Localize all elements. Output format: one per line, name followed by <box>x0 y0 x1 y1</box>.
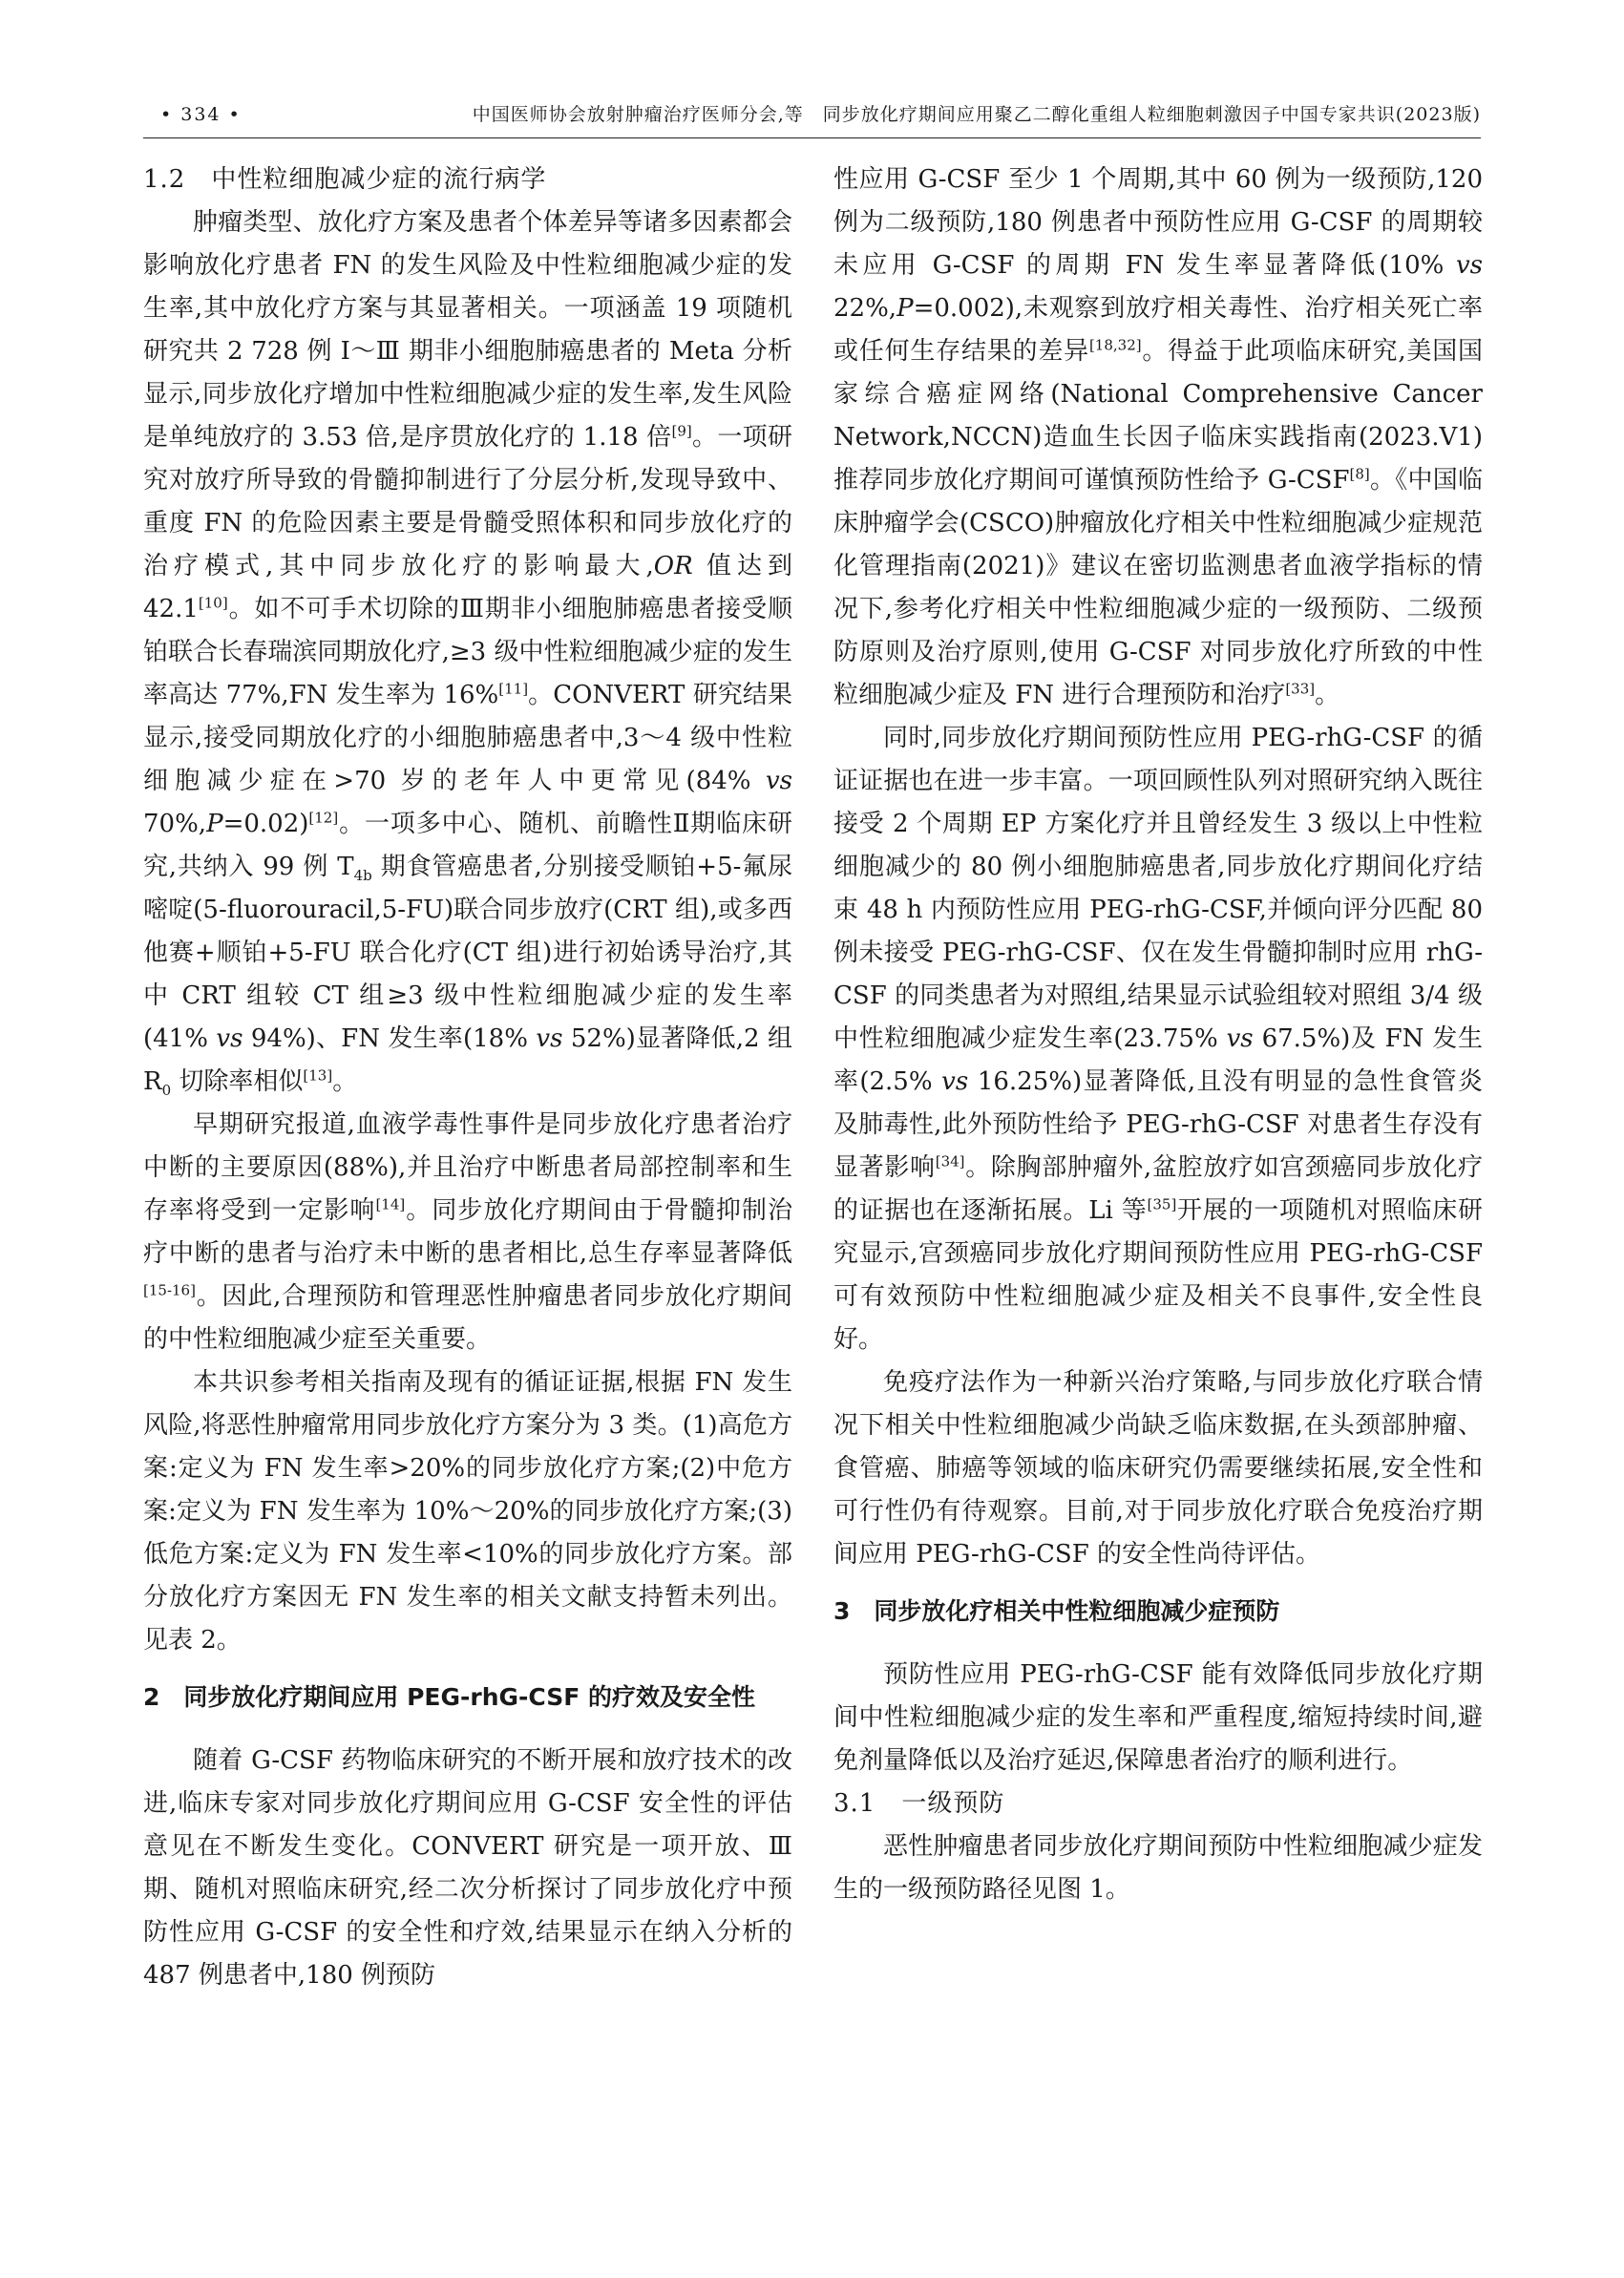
section-heading-1-2: 1.2 中性粒细胞减少症的流行病学 <box>143 165 547 194</box>
paragraph: 恶性肿瘤患者同步放化疗期间预防中性粒细胞减少症发生的一级预防路径见图 1。 <box>833 1832 1483 1904</box>
header-rule <box>143 137 1481 138</box>
right-column <box>833 158 1483 1911</box>
paragraph: 随着 G-CSF 药物临床研究的不断开展和放疗技术的改进,临床专家对同步放化疗期间应用 G-CSF 安全性的评估意见在不断发生变化。CONVERT 研究是一项开放、Ⅲ期、随机对照临床研究,经二次分析探讨了同步放化疗中预防性应用 G-CSF 的安全性和疗效,结果显示在纳入分析的 487 例患者中,180 例预防 <box>143 1746 792 1990</box>
section-heading-2: 2 同步放化疗期间应用 PEG-rhG-CSF 的疗效及安全性 <box>143 1683 756 1711</box>
page-number: • 334 • <box>160 104 242 125</box>
page-header <box>143 95 1481 134</box>
paragraph: 早期研究报道,血液学毒性事件是同步放化疗患者治疗中断的主要原因(88%),并且治疗中断患者局部控制率和生存率将受到一定影响[14]。同步放化疗期间由于骨髓抑制治疗中断的患者与治疗未中断的患者相比,总生存率显著降低[15-16]。因此,合理预防和管理恶性肿瘤患者同步放化疗期间的中性粒细胞减少症至关重要。 <box>143 1110 792 1354</box>
left-column <box>143 158 792 1997</box>
paragraph: 免疫疗法作为一种新兴治疗策略,与同步放化疗联合情况下相关中性粒细胞减少尚缺乏临床数据,在头颈部肿瘤、食管癌、肺癌等领域的临床研究仍需要继续拓展,安全性和可行性仍有待观察。目前,对于同步放化疗联合免疫治疗期间应用 PEG-rhG-CSF 的安全性尚待评估。 <box>833 1368 1483 1569</box>
paragraph: 肿瘤类型、放化疗方案及患者个体差异等诸多因素都会影响放化疗患者 FN 的发生风险及中性粒细胞减少症的发生率,其中放化疗方案与其显著相关。一项涵盖 19 项随机研究共 2 728 例 Ⅰ～Ⅲ 期非小细胞肺癌患者的 Meta 分析显示,同步放化疗增加中性粒细胞减少症的发生率,发生风险是单纯放疗的 3.53 倍,是序贯放化疗的 1.18 倍[9]。一项研究对放疗所导致的骨髓抑制进行了分层分析,发现导致中、重度 FN 的危险因素主要是骨髓受照体积和同步放化疗的治疗模式,其中同步放化疗的影响最大,OR 值达到 42.1[10]。如不可手术切除的Ⅲ期非小细胞肺癌患者接受顺铂联合长春瑞滨同期放化疗,≥3 级中性粒细胞减少症的发生率高达 77%,FN 发生率为 16%[11]。CONVERT 研究结果显示,接受同期放化疗的小细胞肺癌患者中,3～4 级中性粒细胞减少症在>70 岁的老年人中更常见(84% vs 70%,P=0.02)[12]。一项多中心、随机、前瞻性Ⅱ期临床研究,共纳入 99 例 $T_{4b}$ 期食管癌患者,分别接受顺铂+5-氟尿嘧啶(5-fluorouracil,5-FU)联合同步放疗(CRT 组),或多西他赛+顺铂+5-FU 联合化疗(CT 组)进行初始诱导治疗,其中 CRT 组较 CT 组≥3 级中性粒细胞减少症的发生率(41% vs 94%)、FN 发生率(18% vs 52%)显著降低,2 组 $R_0$ 切除率相似[13]。 <box>143 208 793 1100</box>
paragraph: 本共识参考相关指南及现有的循证证据,根据 FN 发生风险,将恶性肿瘤常用同步放化疗方案分为 3 类。(1)高危方案:定义为 FN 发生率>20%的同步放化疗方案;(2)中危方案:定义为 FN 发生率为 10%～20%的同步放化疗方案;(3)低危方案:定义为 FN 发生率<10%的同步放化疗方案。部分放化疗方案因无 FN 发生率的相关文献支持暂未列出。见表 2。 <box>143 1368 792 1655</box>
running-title: 中国医师协会放射肿瘤治疗医师分会,等 同步放化疗期间应用聚乙二醇化重组人粒细胞刺激因子中国专家共识(2023版) <box>472 104 1481 125</box>
section-heading-3-1: 3.1 一级预防 <box>833 1789 1005 1818</box>
paragraph: 预防性应用 PEG-rhG-CSF 能有效降低同步放化疗期间中性粒细胞减少症的发生率和严重程度,缩短持续时间,避免剂量降低以及治疗延迟,保障患者治疗的顺利进行。 <box>833 1660 1483 1775</box>
section-heading-3: 3 同步放化疗相关中性粒细胞减少症预防 <box>833 1597 1280 1625</box>
paragraph: 性应用 G-CSF 至少 1 个周期,其中 60 例为一级预防,120 例为二级预防,180 例患者中预防性应用 G-CSF 的周期较未应用 G-CSF 的周期 FN 发生率显著降低(10% vs 22%,P=0.002),未观察到放疗相关毒性、治疗相关死亡率或任何生存结果的差异[18,32]。得益于此项临床研究,美国国家综合癌症网络(National Comprehensive Cancer Network,NCCN)造血生长因子临床实践指南(2023.V1)推荐同步放化疗期间可谨慎预防性给予 G-CSF[8]。《中国临床肿瘤学会(CSCO)肿瘤放化疗相关中性粒细胞减少症规范化管理指南(2021)》建议在密切监测患者血液学指标的情况下,参考化疗相关中性粒细胞减少症的一级预防、二级预防原则及治疗原则,使用 G-CSF 对同步放化疗所致的中性粒细胞减少症及 FN 进行合理预防和治疗[33]。 <box>833 165 1483 709</box>
paragraph: 同时,同步放化疗期间预防性应用 PEG-rhG-CSF 的循证证据也在进一步丰富。一项回顾性队列对照研究纳入既往接受 2 个周期 EP 方案化疗并且曾经发生 3 级以上中性粒细胞减少的 80 例小细胞肺癌患者,同步放化疗期间化疗结束 48 h 内预防性应用 PEG-rhG-CSF,并倾向评分匹配 80 例未接受 PEG-rhG-CSF、仅在发生骨髓抑制时应用 rhG-CSF 的同类患者为对照组,结果显示试验组较对照组 3/4 级中性粒细胞减少症发生率(23.75% vs 67.5%)及 FN 发生率(2.5% vs 16.25%)显著降低,且没有明显的急性食管炎及肺毒性,此外预防性给予 PEG-rhG-CSF 对患者生存没有显著影响[34]。除胸部肿瘤外,盆腔放疗如宫颈癌同步放化疗的证据也在逐渐拓展。Li 等[35]开展的一项随机对照临床研究显示,宫颈癌同步放化疗期间预防性应用 PEG-rhG-CSF 可有效预防中性粒细胞减少症及相关不良事件,安全性良好。 <box>833 724 1483 1354</box>
